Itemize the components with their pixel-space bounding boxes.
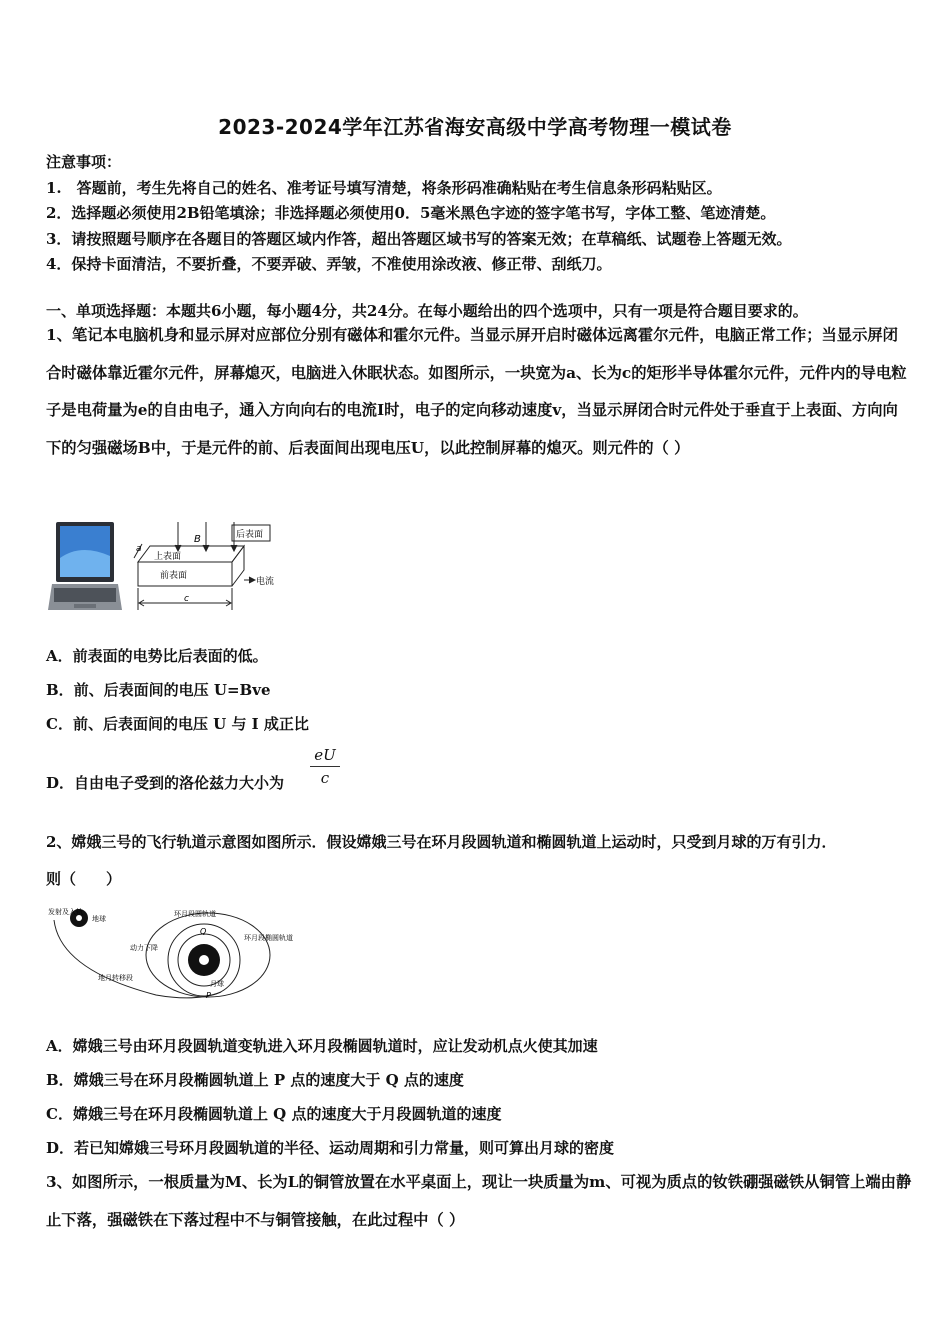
q2-option-d[interactable]: D．若已知嫦娥三号环月段圆轨道的半径、运动周期和引力常量，则可算出月球的密度 — [46, 1139, 615, 1157]
q1-option-d[interactable]: D．自由电子受到的洛伦兹力大小为 — [46, 774, 285, 792]
question-3-stem: 3、如图所示，一根质量为M、长为L的铜管放置在水平桌面上，现让一块质量为m、可视为质点的钕铁硼强磁铁从铜管上端由静止下落，强磁铁在下落过程中不与铜管接触，在此过程中（ ） — [46, 1173, 912, 1229]
label-P: P — [206, 991, 211, 1000]
label-Q: Q — [200, 927, 207, 936]
q2-option-c[interactable]: C．嫦娥三号在环月段椭圆轨道上 Q 点的速度大于月段圆轨道的速度 — [46, 1105, 502, 1123]
label-circular-orbit: 环月段圆轨道 — [174, 910, 216, 918]
fraction-numerator: eU — [314, 746, 336, 764]
question-1-stem: 1、笔记本电脑机身和显示屏对应部位分别有磁体和霍尔元件。当显示屏开启时磁体远离霍尔元件，电脑正常工作；当显示屏闭合时磁体靠近霍尔元件，屏幕熄灭，电脑进入休眠状态。如图所示，一块宽为a、长为c的矩形半导体霍尔元件，元件内的导电粒子是电荷量为e的自由电子，通入方向向右的电流I时，电子的定向移动速度v，当显示屏闭合时元件处于垂直于上表面、方向向下的匀强磁场B中，于是元件的前、后表面间出现电压U，以此控制屏幕的熄灭。则元件的（ ） — [46, 326, 907, 457]
notice-item-2: 2．选择题必须使用2B铅笔填涂；非选择题必须使用0．5毫米黑色字迹的签字笔书写，字体工整、笔迹清楚。 — [46, 204, 776, 222]
q1-option-b[interactable]: B．前、后表面间的电压 U=Bve — [46, 681, 271, 699]
section-heading: 一、单项选择题：本题共6小题，每小题4分，共24分。在每小题给出的四个选项中，只有一项是符合题目要求的。 — [46, 302, 808, 320]
label-moon: 月球 — [210, 980, 224, 988]
notice-item-1: 1. 答题前，考生先将自己的姓名、准考证号填写清楚，将条形码准确粘贴在考生信息条形码粘贴区。 — [46, 179, 722, 197]
q1-option-c[interactable]: C．前、后表面间的电压 U 与 I 成正比 — [46, 715, 309, 733]
q2-option-b[interactable]: B．嫦娥三号在环月段椭圆轨道上 P 点的速度大于 Q 点的速度 — [46, 1071, 464, 1089]
question-2-figure — [46, 900, 316, 1000]
question-2-stem-line2: 则（ ） — [46, 870, 122, 888]
notice-item-3: 3．请按照题号顺序在各题目的答题区域内作答，超出答题区域书写的答案无效；在草稿纸、试题卷上答题无效。 — [46, 230, 792, 248]
notice-heading: 注意事项： — [46, 153, 122, 171]
label-c: c — [184, 594, 189, 604]
moon-icon — [188, 944, 220, 976]
fraction-bar — [310, 766, 340, 767]
page-title: 2023-2024学年江苏省海安高级中学高考物理一模试卷 — [218, 115, 732, 139]
label-elliptical-orbit: 环月段椭圆轨道 — [244, 934, 293, 942]
laptop-icon — [48, 522, 122, 610]
label-a: a — [136, 544, 142, 554]
q1-option-a[interactable]: A．前表面的电势比后表面的低。 — [46, 647, 268, 665]
notice-item-4: 4．保持卡面清洁，不要折叠，不要弄破、弄皱，不准使用涂改液、修正带、刮纸刀。 — [46, 255, 612, 273]
label-front-surface: 前表面 — [160, 571, 188, 581]
label-earth: 地球 — [92, 915, 106, 923]
label-B: B — [194, 534, 201, 545]
fraction-denominator: c — [320, 769, 330, 787]
question-1-figure — [46, 518, 286, 618]
label-current: 电流 — [256, 577, 275, 587]
label-launch: 发射及入轨 — [48, 908, 83, 916]
q1-option-d-fraction — [310, 746, 340, 787]
label-top-surface: 上表面 — [154, 552, 182, 562]
label-back-surface: 后表面 — [236, 530, 264, 540]
label-powered-descent: 动力下降 — [130, 944, 158, 952]
label-transfer: 地月转移段 — [98, 974, 133, 982]
q2-option-a[interactable]: A．嫦娥三号由环月段圆轨道变轨进入环月段椭圆轨道时，应让发动机点火使其加速 — [46, 1037, 598, 1055]
question-2-stem-line1: 2、嫦娥三号的飞行轨道示意图如图所示．假设嫦娥三号在环月段圆轨道和椭圆轨道上运动时，只受到月球的万有引力． — [46, 833, 837, 851]
